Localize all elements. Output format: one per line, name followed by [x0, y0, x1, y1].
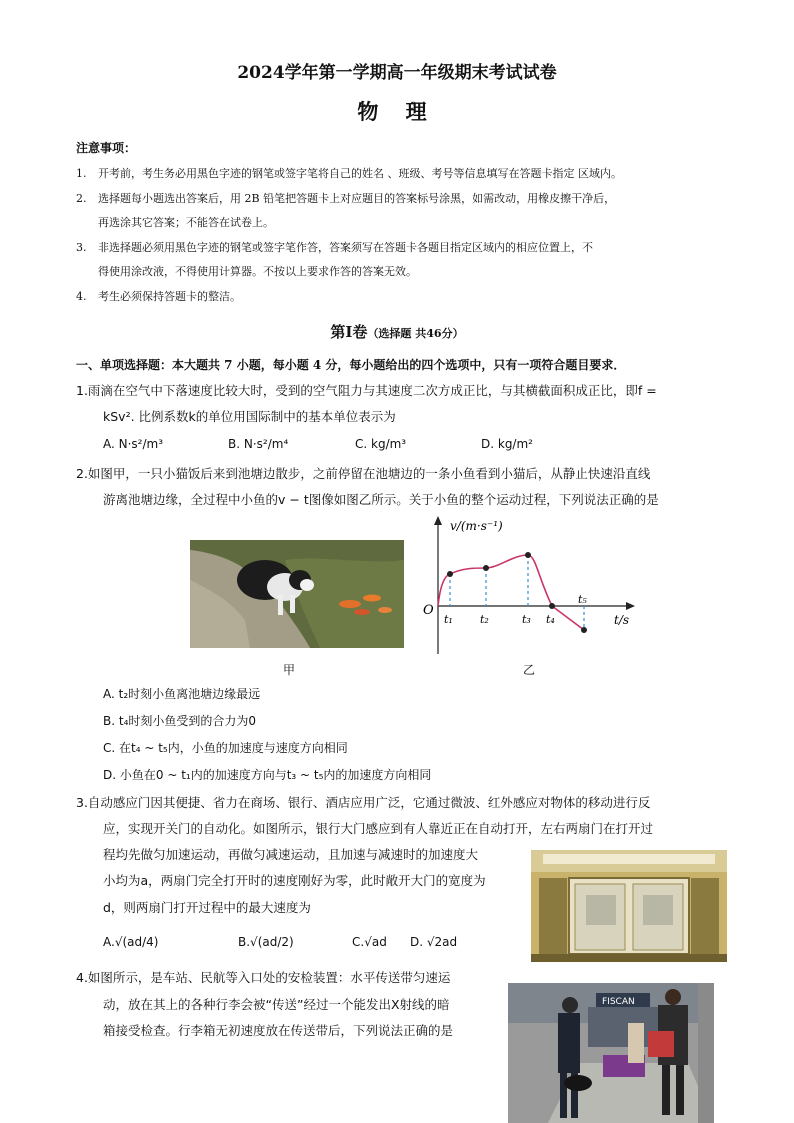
point-t4	[549, 603, 555, 609]
caption-yi: 乙	[523, 663, 536, 677]
caption-jia: 甲	[283, 663, 296, 677]
notice-num: 2.	[76, 192, 87, 205]
notice-text: 开考前，考生务必用黑色字迹的钢笔或签字笔将自己的姓名 、班级、考号等信息填写在答题卡指定 区域内。	[98, 167, 622, 180]
q1-option-b: B. N·s²/m⁴	[228, 437, 289, 451]
q3-option-a: A.√(ad/4)	[103, 935, 159, 949]
notice-text: 非选择题必须用黑色字迹的钢笔或签字笔作答，答案须写在答题卡各题目指定区域内的相应位置上，不	[98, 241, 593, 254]
x-axis-arrow-icon	[626, 602, 635, 610]
q1-stem-cont: kSv². 比例系数k的单位用国际制中的基本单位表示为	[103, 409, 396, 424]
cat-fish-photo	[190, 540, 404, 648]
q3-option-b: B.√(ad/2)	[238, 935, 294, 949]
y-axis-arrow-icon	[434, 516, 442, 525]
q1-stem: 1.雨滴在空气中下落速度比较大时，受到的空气阻力与其速度二次方成正比，与其横截面积成正比，即f =	[76, 383, 657, 398]
notice-text: 选择题每小题选出答案后，用 2B 铅笔把答题卡上对应题目的答案标号涂黑，如需改动，用橡皮擦干净后，	[98, 192, 616, 205]
q1-option-c: C. kg/m³	[355, 437, 407, 451]
section-name: 第Ⅰ卷	[330, 323, 368, 341]
q1-option-d: D. kg/m²	[481, 437, 533, 451]
q3-stem-cont: 小均为a，两扇门完全打开时的速度刚好为零，此时敞开大门的宽度为	[103, 873, 486, 888]
notice-num: 1.	[76, 167, 87, 180]
tick-t1: t₁	[444, 613, 453, 626]
tick-t4: t₄	[546, 613, 555, 626]
origin-label: O	[423, 603, 434, 618]
q4-stem: 4.如图所示，是车站、民航等入口处的安检装置：水平传送带匀速运	[76, 970, 451, 985]
subject-title: 物 理	[357, 99, 437, 124]
velocity-curve	[438, 555, 584, 630]
notice-item	[76, 289, 738, 305]
notice-text-cont: 得使用涂改液，不得使用计算器。不按以上要求作答的答案无效。	[98, 265, 417, 278]
security-check-photo	[508, 983, 714, 1123]
q1-option-a: A. N·s²/m³	[103, 437, 164, 451]
q3-stem-cont: 程均先做匀加速运动，再做匀减速运动，且加速与减速时的加速度大	[103, 847, 479, 862]
exam-title: 2024学年第一学期高一年级期末考试试卷	[237, 63, 557, 83]
tick-t3: t₃	[522, 613, 531, 626]
q4-stem-cont: 动，放在其上的各种行李会被“传送”经过一个能发出X射线的暗	[103, 997, 450, 1012]
q2-option-c: C. 在t₄ ~ t₅内，小鱼的加速度与速度方向相同	[103, 741, 348, 755]
q3-stem-cont: 应，实现开关门的自动化。如图所示，银行大门感应到有人靠近正在自动打开，左右两扇门在打开过	[103, 821, 654, 836]
y-axis-label: v/(m·s⁻¹)	[450, 519, 503, 533]
notice-item	[76, 166, 738, 182]
notice-text-cont: 再选涂其它答案；不能答在试卷上。	[98, 216, 274, 229]
notice-num: 4.	[76, 290, 87, 303]
q2-option-a: A. t₂时刻小鱼离池塘边缘最远	[103, 687, 261, 701]
scanner-brand-label: FISCAN	[602, 997, 635, 1007]
point-t1	[447, 571, 453, 577]
notice-heading: 注意事项：	[76, 141, 137, 155]
q2-option-b: B. t₄时刻小鱼受到的合力为0	[103, 714, 257, 728]
tick-t5: t₅	[578, 593, 587, 606]
part-instructions: 一、单项选择题：本大题共 7 小题，每小题 4 分，每小题给出的四个选项中，只有一项符合题目要求．	[76, 358, 626, 372]
q3-option-c: C.√ad	[352, 935, 387, 949]
section-note: （选择题 共46分）	[367, 327, 464, 340]
notice-num: 3.	[76, 241, 87, 254]
q3-option-d: D. √2ad	[410, 935, 458, 949]
point-t2	[483, 565, 489, 571]
q2-stem-cont: 游离池塘边缘，全过程中小鱼的v − t图像如图乙所示。关于小鱼的整个运动过程，下列说法正确的是	[103, 492, 659, 507]
sliding-door-photo	[531, 850, 727, 962]
x-axis-label: t/s	[614, 613, 630, 627]
tick-t2: t₂	[480, 613, 489, 626]
q3-stem-cont: d，则两扇门打开过程中的最大速度为	[103, 900, 311, 915]
q4-stem-cont: 箱接受检查。行李箱无初速度放在传送带后，下列说法正确的是	[103, 1023, 454, 1038]
q3-stem: 3.自动感应门因其便捷、省力在商场、银行、酒店应用广泛，它通过微波、红外感应对物体的移动进行反	[76, 795, 651, 810]
point-t3	[525, 552, 531, 558]
q2-option-d: D. 小鱼在0 ~ t₁内的加速度方向与t₃ ~ t₅内的加速度方向相同	[103, 768, 432, 782]
point-t5	[581, 627, 587, 633]
q2-stem: 2.如图甲，一只小猫饭后来到池塘边散步，之前停留在池塘边的一条小鱼看到小猫后，从静止快速沿直线	[76, 466, 651, 481]
section-title	[0, 321, 794, 342]
vt-graph	[418, 512, 640, 658]
notice-text: 考生必须保持答题卡的整洁。	[98, 290, 241, 303]
notice-item	[76, 191, 738, 207]
notice-item	[76, 240, 738, 256]
